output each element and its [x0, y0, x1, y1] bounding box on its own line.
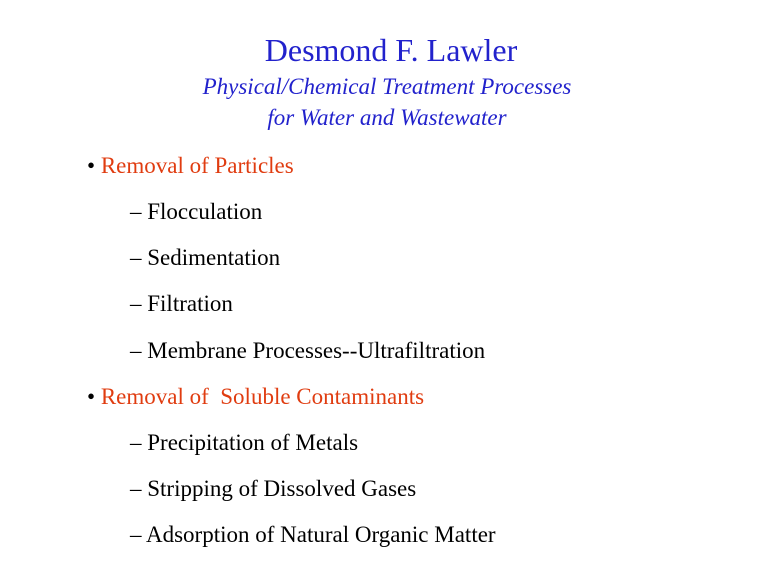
sub-item-text: Filtration [147, 291, 233, 316]
sub-dash: – [130, 245, 142, 270]
sub-dash: – [130, 338, 142, 363]
sub-item-membrane-processes [130, 337, 485, 365]
sub-item-text: Flocculation [147, 199, 263, 224]
bullet-dot: • [87, 384, 96, 409]
bullet-heading: Removal of Particles [100, 153, 294, 178]
slide-subtitle-line-2: for Water and Wastewater [267, 105, 507, 130]
sub-dash: – [130, 522, 142, 547]
slide-subtitle-line-1: Physical/Chemical Treatment Processes [202, 74, 572, 99]
sub-item-filtration [130, 290, 233, 318]
sub-item-text: Stripping of Dissolved Gases [147, 476, 417, 501]
sub-item-text: Sedimentation [147, 245, 281, 270]
sub-item-adsorption-of-natural-organic-matter [130, 521, 496, 549]
bullet-removal-of-soluble-contaminants [87, 383, 424, 411]
sub-item-text: Membrane Processes--Ultrafiltration [147, 338, 486, 363]
slide-title: Desmond F. Lawler [264, 32, 518, 68]
sub-dash: – [130, 476, 142, 501]
sub-item-flocculation [130, 198, 262, 226]
sub-item-sedimentation [130, 244, 280, 272]
bullet-dot: • [87, 153, 96, 178]
sub-item-text: Adsorption of Natural Organic Matter [145, 522, 496, 547]
sub-item-precipitation-of-metals [130, 429, 358, 457]
sub-dash: – [130, 430, 142, 455]
sub-item-text: Precipitation of Metals [147, 430, 359, 455]
sub-dash: – [130, 291, 142, 316]
sub-dash: – [130, 199, 142, 224]
bullet-heading: Removal of Soluble Contaminants [100, 384, 425, 409]
sub-item-stripping-of-dissolved-gases [130, 475, 416, 503]
bullet-removal-of-particles [87, 152, 294, 180]
